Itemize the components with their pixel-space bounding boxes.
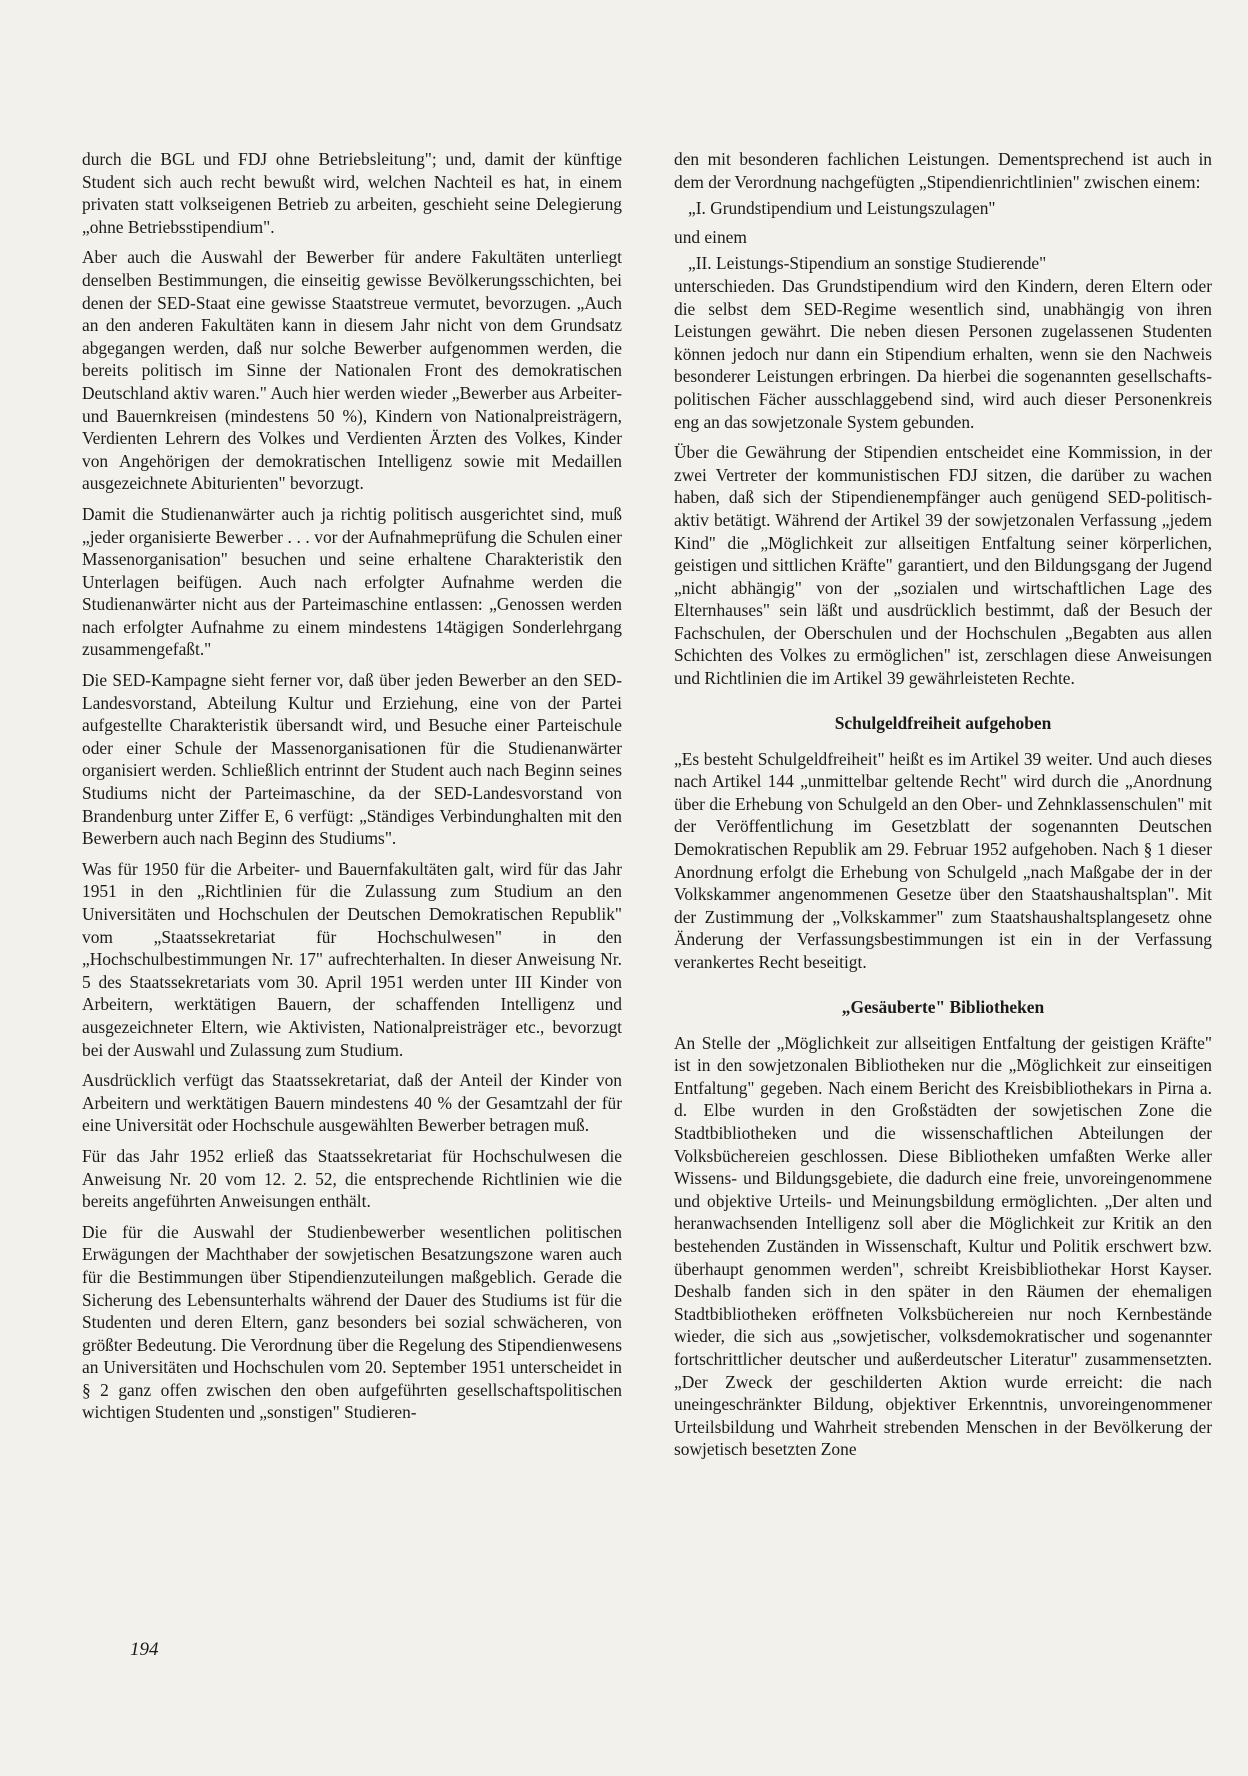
right-column xyxy=(674,148,1212,1469)
quote: „I. Grundstipendium und Leistungszulagen" xyxy=(688,198,996,219)
paragraph: An Stelle der „Möglichkeit zur allseitigen Entfaltung der geistigen Kräfte" ist in den sowjetzonalen Bibliotheken nur die „Möglichkeit zur einseitigen Entfaltung" gegeben. Nach einem Bericht des Kreisbibliothekars in Pirna a. d. Elbe wurden in den Großstädten der sowjetischen Zone die Stadtbibliotheken und die wissenschaftlichen Abteilungen der Volksbüchereien geschlossen. Diese Bibliotheken umfaßten Werke aller Wissens- und Bildungsgebiete, die dadurch eine freie, unvoreingenommene und objektive Urteils- und Meinungsbildung ermöglichten. „Der alten und heranwachsenden Intelligenz soll aber die Möglichkeit zur Kritik an den bestehenden Zuständen in Wissenschaft, Kultur und Politik erschwert bzw. überhaupt genommen werden", schreibt Kreisbibliothekar Horst Kayser. Deshalb fanden sich in den später in den Räumen der ehemaligen Stadtbibliotheken eröffneten Volksbüchereien nur noch Kernbestände wieder, die sich aus „sowjetischer, volksdemokratischer und sogenannter fortschrittlicher deutscher und außerdeutscher Literatur" zusammensetzten. „Der Zweck der geschilderten Aktion wurde erreicht: die nach uneingeschränkter Bildung, objektiver Erkenntnis, unvoreingenommener Urteilsbildung und Wahrheit strebenden Menschen in der Bevölkerung der sowjetisch besetzten Zone xyxy=(674,1032,1212,1460)
paragraph: Die SED-Kampagne sieht ferner vor, daß über jeden Bewerber an den SED-Landesvorstand, Abteilung Kultur und Erziehung, eine von der Partei aufgestellte Charakteristik übersandt wird, und Besuche einer Parteischule oder einer Schule der Massenorganisationen für die Studienanwärter organisiert werden. Schließlich entrinnt der Student auch nach Beginn seines Studiums nicht der Parteimaschine, da der SED-Landesvorstand von Brandenburg unter Ziffer E, 6 verfügt: „Ständiges Verbindunghalten mit den Bewerbern auch nach Beginn des Studiums". xyxy=(82,670,622,849)
page-number: 194 xyxy=(130,1639,159,1660)
paragraph: Die für die Auswahl der Studienbewerber wesentlichen politischen Erwägungen der Machthaber der sowjetischen Besatzungszone waren auch für die Bestimmungen über Stipendienzuteilungen maßgeblich. Gerade die Sicherung des Lebensunterhalts während der Dauer des Studiums ist für die Studenten und deren Eltern, ganz besonders bei sozial schwächeren, von größter Bedeutung. Die Verordnung über die Regelung des Stipendienwesens an Universitäten und Hochschulen vom 20. September 1951 unterscheidet in § 2 ganz offen zwischen den oben aufgeführten gesellschaftspolitischen wichtigen Studenten und „sonstigen" Studieren- xyxy=(82,1221,622,1423)
paragraph: „Es besteht Schulgeldfreiheit" heißt es im Artikel 39 weiter. Und auch dieses nach Artikel 144 „unmittelbar geltende Recht" wird durch die „Anordnung über die Erhebung von Schulgeld an den Ober- und Zehnklassenschulen" mit der Veröffentlichung im Gesetzblatt der sogenannten Deutschen Demokratischen Republik am 29. Februar 1952 aufgehoben. Nach § 1 dieser Anordnung erfolgt die Erhebung von Schulgeld „nach Maßgabe der in der Volkskammer angenommenen Gesetze über den Staatshaushaltsplan". Mit der Zustimmung der „Volkskammer" zum Staatshaushaltsplangesetz ohne Änderung der Verfassungsbestimmungen ist ein in der Verfassung verankertes Recht beseitigt. xyxy=(674,748,1212,972)
paragraph: Über die Gewährung der Stipendien entscheidet eine Kommission, in der zwei Vertreter der kommunistischen FDJ sitzen, die darüber zu wachen haben, daß sich der Stipendienempfänger auch genügend SED-politisch-aktiv betätigt. Während der Artikel 39 der sowjetzonalen Verfassung „jedem Kind" die „Möglichkeit zur allseitigen Entfaltung seiner körperlichen, geistigen und sittlichen Kräfte" garantiert, und den Bildungsgang der Jugend „nicht abhängig" von der „sozialen und wirtschaftlichen Lage des Elternhauses" sein läßt und ausdrücklich bestimmt, daß der Besuch der Fachschulen, der Oberschulen und der Hochschulen „Begabten aus allen Schichten des Volkes zu ermöglichen" ist, zerschlagen diese Anweisungen und Richtlinien die im Artikel 39 gewährleisteten Rechte. xyxy=(674,442,1212,689)
paragraph: Damit die Studienanwärter auch ja richtig politisch ausgerichtet sind, muß „jeder organisierte Bewerber . . . vor der Aufnahmeprüfung die Schulen einer Massenorganisation" besuchen und seine erhaltene Charakteristik den Unterlagen beifügen. Auch nach erfolgter Aufnahme werden die Studienanwärter nicht aus der Parteimaschine entlassen: „Genossen werden nach erfolgter Aufnahme zu einem mindestens 14tägigen Sonderlehrgang zusammengefaßt." xyxy=(82,503,622,660)
section-heading: „Gesäuberte" Bibliotheken xyxy=(841,996,1045,1017)
quote: „II. Leistungs-Stipendium an sonstige Studierende" xyxy=(688,253,1047,274)
paragraph: Ausdrücklich verfügt das Staatssekretariat, daß der Anteil der Kinder von Arbeitern und werktätigen Bauern mindestens 40 % der Gesamtzahl der für eine Universität oder Hochschule ausgewählten Bewerber betragen muß. xyxy=(82,1070,622,1136)
paragraph: durch die BGL und FDJ ohne Betriebsleitung"; und, damit der künftige Student sich auch recht bewußt wird, welchen Nachteil es hat, in einem privaten statt volkseigenen Betrieb zu arbeiten, geschieht seine Delegierung „ohne Betriebsstipendium". xyxy=(82,149,622,237)
paragraph: Aber auch die Auswahl der Bewerber für andere Fakultäten unterliegt denselben Bestimmungen, die einseitig gewisse Bevölkerungsschichten, bei denen der SED-Staat eine gewisse Staatstreue vermutet, bevorzugen. „Auch an den anderen Fakultäten kann in diesem Jahr nicht von dem Grundsatz abgegangen werden, daß nur solche Bewerber aufgenommen werden, die bereits politisch im Sinne der Nationalen Front des demokratischen Deutschland aktiv waren." Auch hier werden wieder „Bewerber aus Arbeiter- und Bauernkreisen (mindestens 50 %), Kindern von Nationalpreisträgern, Verdienten Lehrern des Volkes und Verdienten Ärzten des Volkes, Kinder von Angehörigen der demokratischen Intelligenz sowie mit Medaillen ausgezeichnete Abiturienten" bevorzugt. xyxy=(82,247,622,494)
section-heading: Schulgeldfreiheit aufgehoben xyxy=(834,712,1052,733)
paragraph: und einem xyxy=(674,226,747,247)
paragraph: unterschieden. Das Grundstipendium wird den Kindern, deren Eltern oder die selbst dem SED-Regime wesentlich sind, unabhängig von ihren Leistungen gewährt. Die neben diesen Personen zugelassenen Studenten können jedoch nur dann ein Stipendium erhalten, wenn sie den Nachweis besonderer Leistungen erbringen. Da hierbei die sogenannten gesellschafts-politischen Fächer ausschlaggebend sind, wird auch dieser Personenkreis eng an das sowjetzonale System gebunden. xyxy=(674,275,1212,432)
paragraph: Was für 1950 für die Arbeiter- und Bauernfakultäten galt, wird für das Jahr 1951 in den „Richtlinien für die Zulassung zum Studium an den Universitäten und Hochschulen der Deutschen Demokratischen Republik" vom „Staatssekretariat für Hochschulwesen" in den „Hochschulbestimmungen Nr. 17" aufrechterhalten. In dieser Anweisung Nr. 5 des Staatssekretariats vom 30. April 1951 werden unter III Kinder von Arbeitern, werktätigen Bauern, der schaffenden Intelligenz und ausgezeichneter Eltern, wie Aktivisten, Nationalpreisträger etc., bevorzugt bei der Auswahl und Zulassung zum Studium. xyxy=(82,858,622,1060)
paragraph: Für das Jahr 1952 erließ das Staatssekretariat für Hochschulwesen die Anweisung Nr. 20 vom 12. 2. 52, die entsprechende Richtlinien wie die bereits angeführten Anweisungen enthält. xyxy=(82,1145,622,1212)
paragraph: den mit besonderen fachlichen Leistungen. Dementsprechend ist auch in dem der Verordnung nachgefügten „Stipendienrichtlinien" zwischen einem: xyxy=(674,149,1212,192)
left-column xyxy=(82,148,622,1432)
